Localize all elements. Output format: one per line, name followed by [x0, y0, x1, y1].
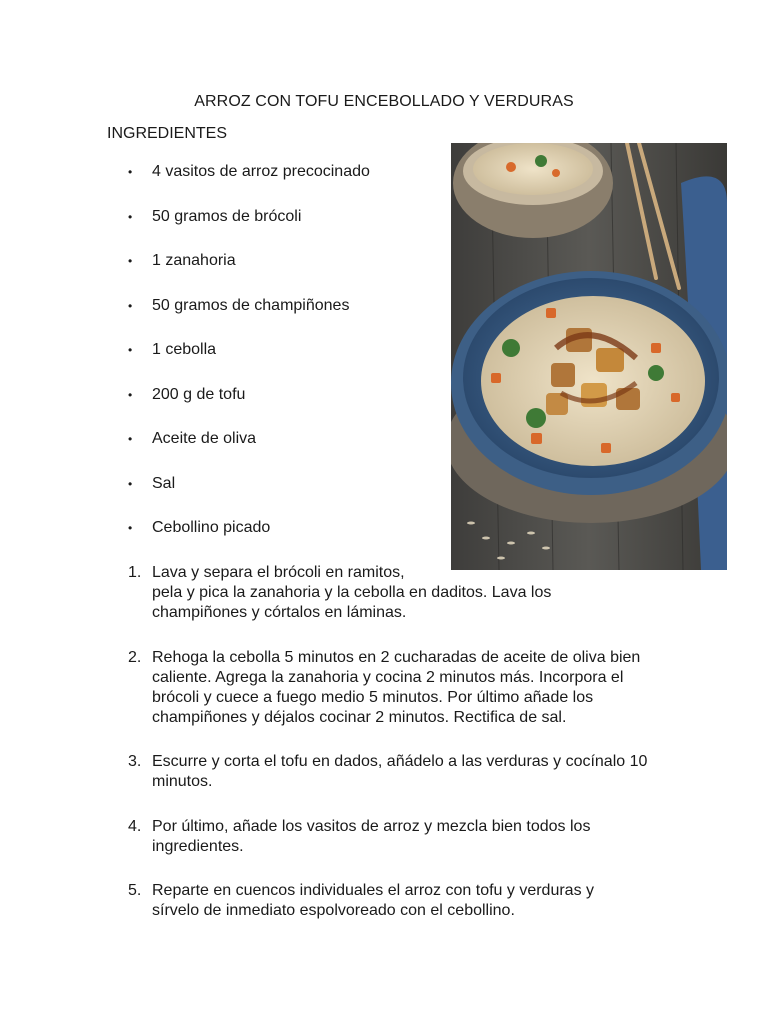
step-number: 5. [128, 882, 142, 899]
step-number: 2. [128, 649, 142, 666]
ingredient-text: 4 vasitos de arroz precocinado [152, 163, 370, 180]
bullet-icon: • [128, 209, 133, 224]
step-text: Reparte en cuencos individuales el arroz con tofu y verduras y sírvelo de inmediato espolvoreado con el cebollino. [152, 882, 595, 919]
step-text: Por último, añade los vasitos de arroz y mezcla bien todos los ingredientes. [152, 818, 591, 855]
bullet-icon: • [128, 254, 133, 268]
ingredient-text: Sal [152, 474, 176, 492]
step-text: Rehoga la cebolla 5 minutos en 2 cucharadas de aceite de oliva bien caliente. Agrega la zanahoria y cocina 2 minutos más. Incorpora el brócoli y cuece a fuego medio 5 minutos. Por último añade los champiñones y déjalos cocinar 2 minutos. Rectifica de sal. [152, 649, 641, 726]
ingredient-text: 50 gramos de brócoli [152, 207, 302, 225]
step-number: 4. [128, 818, 142, 835]
ingredient-text: Aceite de oliva [152, 430, 257, 447]
bullet-icon: • [128, 343, 133, 357]
bullet-icon: • [128, 476, 133, 491]
bullet-icon: • [128, 432, 133, 446]
rice-bowl-illustration [451, 143, 727, 570]
step-text: Lava y separa el brócoli en ramitos, [152, 564, 405, 581]
page-title: ARROZ CON TOFU ENCEBOLLADO Y VERDURAS [194, 93, 574, 110]
ingredient-text: 1 cebolla [152, 341, 217, 358]
bullet-icon: • [128, 298, 133, 313]
step-1-continued: pela y pica la zanahoria y la cebolla en daditos. Lava los champiñones y córtalos en láminas. [152, 584, 552, 621]
bullet-icon: • [128, 165, 133, 179]
ingredients-heading: INGREDIENTES [107, 125, 228, 142]
bullet-icon: • [128, 521, 133, 535]
step-number: 1. [128, 564, 142, 581]
step-number: 3. [128, 753, 142, 770]
food-photo [451, 143, 727, 570]
ingredient-text: 1 zanahoria [152, 252, 236, 269]
bullet-icon: • [128, 387, 133, 402]
ingredient-text: 200 g de tofu [152, 385, 246, 403]
ingredient-text: Cebollino picado [152, 519, 271, 536]
ingredient-text: 50 gramos de champiñones [152, 296, 350, 314]
step-text: Escurre y corta el tofu en dados, añádelo a las verduras y cocínalo 10 minutos. [152, 753, 648, 790]
